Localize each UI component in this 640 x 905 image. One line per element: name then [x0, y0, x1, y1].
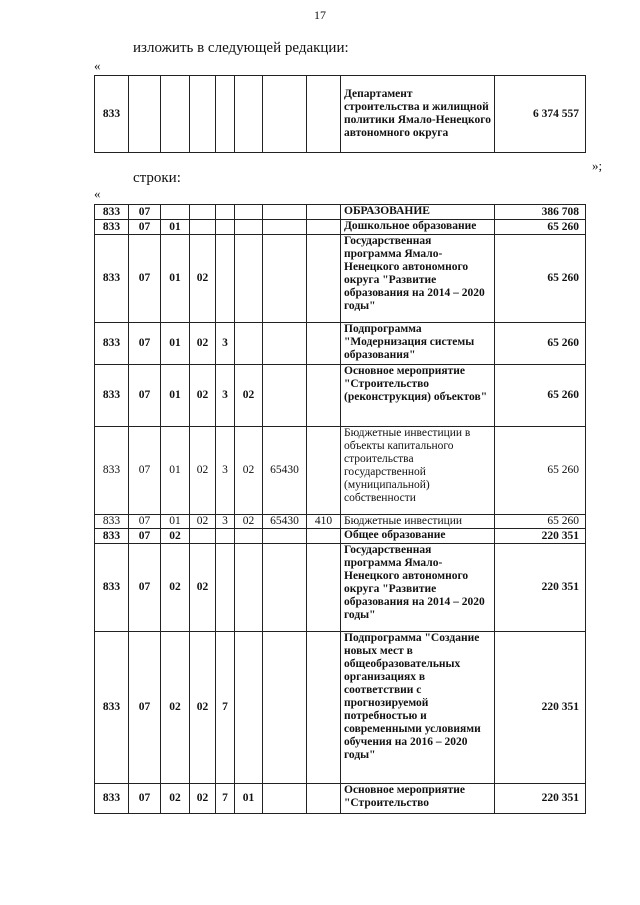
- code-cell: [307, 544, 341, 632]
- amount-cell: 220 351: [495, 544, 586, 632]
- code-cell: [307, 427, 341, 515]
- code-cell: 65430: [263, 427, 307, 515]
- code-cell: 3: [216, 515, 235, 529]
- code-cell: 07: [129, 365, 161, 427]
- code-cell: [263, 220, 307, 235]
- code-cell: [235, 632, 263, 784]
- code-cell: [263, 235, 307, 323]
- code-cell: 833: [95, 544, 129, 632]
- code-cell: [307, 784, 341, 814]
- item-name-cell: ОБРАЗОВАНИЕ: [341, 205, 495, 220]
- code-cell: [263, 205, 307, 220]
- empty-cell: [129, 76, 161, 153]
- amount-cell: 65 260: [495, 515, 586, 529]
- code-cell: 07: [129, 323, 161, 365]
- code-cell: [190, 205, 216, 220]
- top-table: [94, 75, 586, 153]
- code-cell: 7: [216, 784, 235, 814]
- code-cell: 07: [129, 632, 161, 784]
- code-cell: [307, 220, 341, 235]
- code-cell: 833: [95, 220, 129, 235]
- code-cell: 833: [95, 529, 129, 544]
- code-cell: [216, 544, 235, 632]
- code-cell: 01: [161, 427, 190, 515]
- table-row: [95, 784, 586, 814]
- table-row: [95, 235, 586, 323]
- code-cell: 02: [235, 427, 263, 515]
- code-cell: [263, 323, 307, 365]
- code-cell: [216, 235, 235, 323]
- empty-cell: [263, 76, 307, 153]
- table-row: [95, 323, 586, 365]
- code-cell: [263, 365, 307, 427]
- amount-cell: 65 260: [495, 220, 586, 235]
- code-cell: 07: [129, 784, 161, 814]
- code-cell: [307, 365, 341, 427]
- code-cell: 01: [161, 220, 190, 235]
- code-cell: 02: [190, 323, 216, 365]
- table-row: [95, 427, 586, 515]
- amount-cell: 386 708: [495, 205, 586, 220]
- amount-cell: 220 351: [495, 784, 586, 814]
- budget-table: [94, 204, 586, 814]
- item-name-cell: Государственная программа Ямало-Ненецкого автономного округа "Развитие образования на 2014 – 2020 годы": [341, 235, 495, 323]
- code-cell: 833: [95, 365, 129, 427]
- empty-cell: [161, 76, 190, 153]
- item-name-cell: Дошкольное образование: [341, 220, 495, 235]
- table-row: [95, 632, 586, 784]
- empty-cell: [190, 76, 216, 153]
- code-cell: [263, 544, 307, 632]
- table-row: [95, 515, 586, 529]
- amount-cell: 65 260: [495, 427, 586, 515]
- code-cell: 02: [235, 515, 263, 529]
- item-name-cell: Основное мероприятие "Строительство: [341, 784, 495, 814]
- amount-cell: 65 260: [495, 323, 586, 365]
- code-cell: [235, 323, 263, 365]
- code-cell: [235, 220, 263, 235]
- code-cell: [235, 205, 263, 220]
- code-cell: [216, 529, 235, 544]
- table-row: [95, 220, 586, 235]
- table-row: [95, 529, 586, 544]
- item-name-cell: Бюджетные инвестиции: [341, 515, 495, 529]
- code-cell: 833: [95, 515, 129, 529]
- code-cell: 07: [129, 427, 161, 515]
- code-cell: 02: [190, 365, 216, 427]
- code-cell: [307, 632, 341, 784]
- code-cell: [263, 784, 307, 814]
- code-cell: [307, 529, 341, 544]
- code-cell: 07: [129, 220, 161, 235]
- amount-cell: 6 374 557: [495, 76, 586, 153]
- code-cell: 07: [129, 515, 161, 529]
- code-cell: [235, 544, 263, 632]
- code-cell: 02: [190, 784, 216, 814]
- item-name-cell: Государственная программа Ямало-Ненецкого автономного округа "Развитие образования на 2014 – 2020 годы": [341, 544, 495, 632]
- code-cell: 07: [129, 235, 161, 323]
- code-cell: 7: [216, 632, 235, 784]
- rows-label: строки:: [133, 170, 181, 186]
- code-cell: 01: [161, 365, 190, 427]
- department-name-cell: Департамент строительства и жилищной политики Ямало-Ненецкого автономного округа: [341, 76, 495, 153]
- code-cell: [216, 205, 235, 220]
- code-cell: 02: [161, 784, 190, 814]
- amount-cell: 220 351: [495, 632, 586, 784]
- code-cell: 833: [95, 205, 129, 220]
- code-cell: [307, 323, 341, 365]
- amount-cell: 65 260: [495, 235, 586, 323]
- code-cell: 410: [307, 515, 341, 529]
- code-cell: 07: [129, 529, 161, 544]
- code-cell: 07: [129, 544, 161, 632]
- open-quote-rows: «: [94, 186, 101, 201]
- code-cell: 833: [95, 784, 129, 814]
- item-name-cell: Бюджетные инвестиции в объекты капитального строительства государственной (муниципальной) собственности: [341, 427, 495, 515]
- open-quote-top: «: [94, 58, 101, 73]
- empty-cell: [307, 76, 341, 153]
- code-cell: [263, 632, 307, 784]
- page-number: 17: [314, 8, 326, 22]
- code-cell: 02: [190, 235, 216, 323]
- code-cell: [161, 205, 190, 220]
- code-cell: 02: [235, 365, 263, 427]
- code-cell: [190, 220, 216, 235]
- code-cell: 02: [161, 529, 190, 544]
- table-row: [95, 205, 586, 220]
- item-name-cell: Общее образование: [341, 529, 495, 544]
- code-cell: 01: [161, 323, 190, 365]
- table-row: [95, 544, 586, 632]
- top-table-row: [95, 76, 586, 153]
- code-cell: [263, 529, 307, 544]
- code-cell: [216, 220, 235, 235]
- code-cell: 833: [95, 632, 129, 784]
- code-cell: 3: [216, 323, 235, 365]
- code-cell: 07: [129, 205, 161, 220]
- amount-cell: 65 260: [495, 365, 586, 427]
- code-cell: 65430: [263, 515, 307, 529]
- code-cell: [235, 529, 263, 544]
- code-cell: 02: [190, 427, 216, 515]
- table-row: [95, 365, 586, 427]
- code-cell: 01: [161, 515, 190, 529]
- code-cell: [235, 235, 263, 323]
- intro-text: изложить в следующей редакции:: [133, 40, 349, 56]
- code-cell: [307, 205, 341, 220]
- code-cell: 02: [190, 544, 216, 632]
- amount-cell: 220 351: [495, 529, 586, 544]
- item-name-cell: Основное мероприятие "Строительство (реконструкция) объектов": [341, 365, 495, 427]
- code-cell: [190, 529, 216, 544]
- code-cell: 833: [95, 235, 129, 323]
- code-cell: 3: [216, 427, 235, 515]
- code-cell: 01: [235, 784, 263, 814]
- item-name-cell: Подпрограмма "Создание новых мест в общеобразовательных организациях в соответствии с прогнозируемой потребностью и современными условиями обучения на 2016 – 2020 годы": [341, 632, 495, 784]
- code-cell: 02: [161, 632, 190, 784]
- code-cell: 02: [190, 632, 216, 784]
- code-cell: 02: [190, 515, 216, 529]
- close-quote: »;: [592, 158, 603, 173]
- code-cell: [307, 235, 341, 323]
- empty-cell: [216, 76, 235, 153]
- code-cell: 01: [161, 235, 190, 323]
- code-cell: 02: [161, 544, 190, 632]
- code-cell: 833: [95, 427, 129, 515]
- code-cell: 833: [95, 76, 129, 153]
- empty-cell: [235, 76, 263, 153]
- code-cell: 833: [95, 323, 129, 365]
- code-cell: 3: [216, 365, 235, 427]
- item-name-cell: Подпрограмма "Модернизация системы образования": [341, 323, 495, 365]
